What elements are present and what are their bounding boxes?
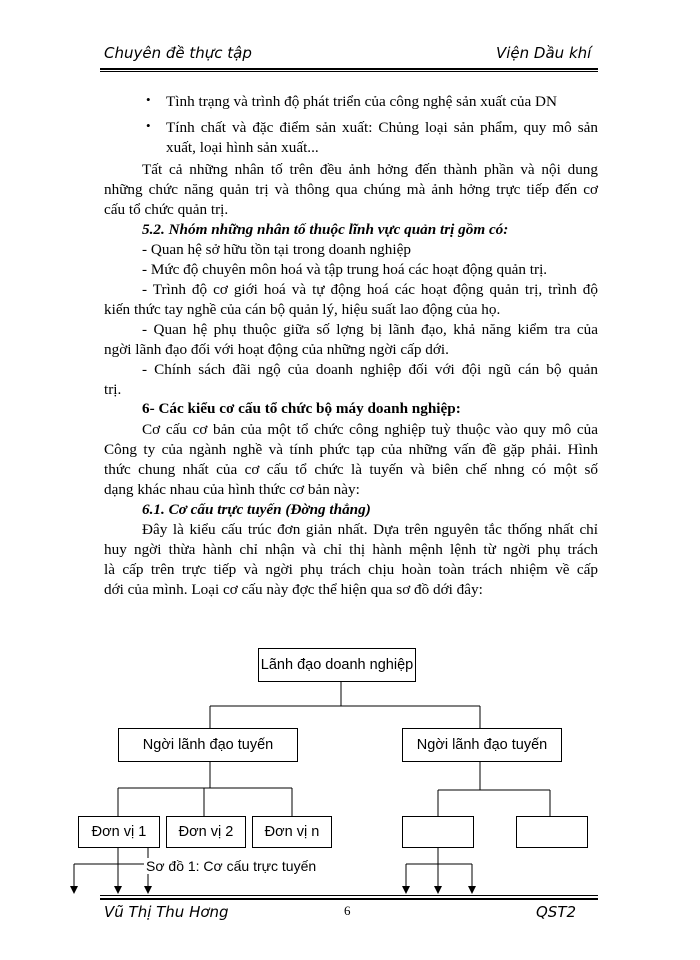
list-item-cont: trị.: [104, 381, 122, 398]
footer-rule: [100, 898, 598, 900]
list-item: - Trình độ cơ giới hoá và tự động hoá các hoạt động quản trị, trình độ: [142, 281, 598, 298]
footer-rule-thin: [100, 895, 598, 896]
header-right: Viện Dầu khí: [496, 44, 592, 62]
box-top-management: Lãnh đạo doanh nghiệp: [258, 648, 416, 682]
list-item-cont: ngời lãnh đạo đối với hoạt động của những ngời cấp dới.: [104, 341, 449, 358]
box-unit-2: Đơn vị 2: [166, 816, 246, 848]
paragraph-line: cấu tổ chức quản trị.: [104, 201, 229, 218]
list-item: - Quan hệ phụ thuộc giữa số lợng bị lãnh đạo, khả năng kiểm tra của: [142, 321, 598, 338]
paragraph-line: huy ngời thừa hành chỉ nhận và chỉ thị hành mệnh lệnh từ ngời phụ trách: [104, 541, 598, 558]
paragraph-line: thức chung nhất của cơ cấu tổ chức là tuyến và biên chế nhng có một số: [104, 461, 598, 478]
footer-author: Vũ Thị Thu Hơng: [104, 903, 229, 921]
section-heading-6: 6- Các kiểu cơ cấu tổ chức bộ máy doanh nghiệp:: [142, 400, 461, 417]
bullet-marker: •: [146, 92, 151, 107]
paragraph-line: Đây là kiểu cấu trúc đơn giản nhất. Dựa trên nguyên tắc thống nhất chỉ: [142, 521, 598, 538]
paragraph-line: Công ty của ngành nghề và tính phức tạp của những vấn đề gặp phải. Hình: [104, 441, 598, 458]
bullet-item: Tính chất và đặc điểm sản xuất: Chủng loại sản phẩm, quy mô sản: [166, 119, 598, 136]
list-item: - Mức độ chuyên môn hoá và tập trung hoá các hoạt động quản trị.: [142, 261, 548, 278]
page-number: 6: [344, 903, 351, 918]
paragraph-line: là cấp trên trực tiếp và ngời phụ trách chịu hoàn toàn trách nhiệm về cấp: [104, 561, 598, 578]
bullet-item-cont: xuất, loại hình sản xuất...: [166, 139, 319, 156]
diagram-caption: Sơ đồ 1: Cơ cấu trực tuyến: [146, 858, 317, 874]
box-unit-n: Đơn vị n: [252, 816, 332, 848]
box-unit-empty-1: [402, 816, 474, 848]
list-item: - Chính sách đãi ngộ của doanh nghiệp đối với đội ngũ cán bộ quản: [142, 361, 598, 378]
box-unit-empty-2: [516, 816, 588, 848]
bullet-marker: •: [146, 118, 151, 133]
list-item-cont: kiến thức tay nghề của cán bộ quản lý, hiệu suất lao động của họ.: [104, 301, 501, 318]
paragraph-line: Tất cả những nhân tố trên đều ảnh hởng đến thành phần và nội dung: [142, 161, 598, 178]
section-heading-6-1: 6.1. Cơ cấu trực tuyến (Đờng thẳng): [142, 501, 371, 518]
footer-class: QST2: [536, 903, 577, 921]
paragraph-line: những chức năng quản trị và thông qua chúng mà ảnh hởng trực tiếp đến cơ: [104, 181, 598, 198]
box-line-leader-right: Ngời lãnh đạo tuyến: [402, 728, 562, 762]
list-item: - Quan hệ sở hữu tồn tại trong doanh nghiệp: [142, 241, 411, 258]
box-line-leader-left: Ngời lãnh đạo tuyến: [118, 728, 298, 762]
header-left: Chuyên đề thực tập: [104, 44, 252, 62]
section-heading-5-2: 5.2. Nhóm những nhân tố thuộc lĩnh vực quản trị gồm có:: [142, 221, 509, 238]
paragraph-line: Cơ cấu cơ bản của một tổ chức công nghiệp tuỳ thuộc vào quy mô của: [142, 421, 598, 438]
paragraph-line: dới của mình. Loại cơ cấu này đợc thể hiện qua sơ đồ dới đây:: [104, 581, 483, 598]
paragraph-line: dạng khác nhau của hình thức cơ bản này:: [104, 481, 360, 498]
bullet-item: Tình trạng và trình độ phát triển của công nghệ sản xuất của DN: [166, 93, 557, 110]
box-unit-1: Đơn vị 1: [78, 816, 160, 848]
